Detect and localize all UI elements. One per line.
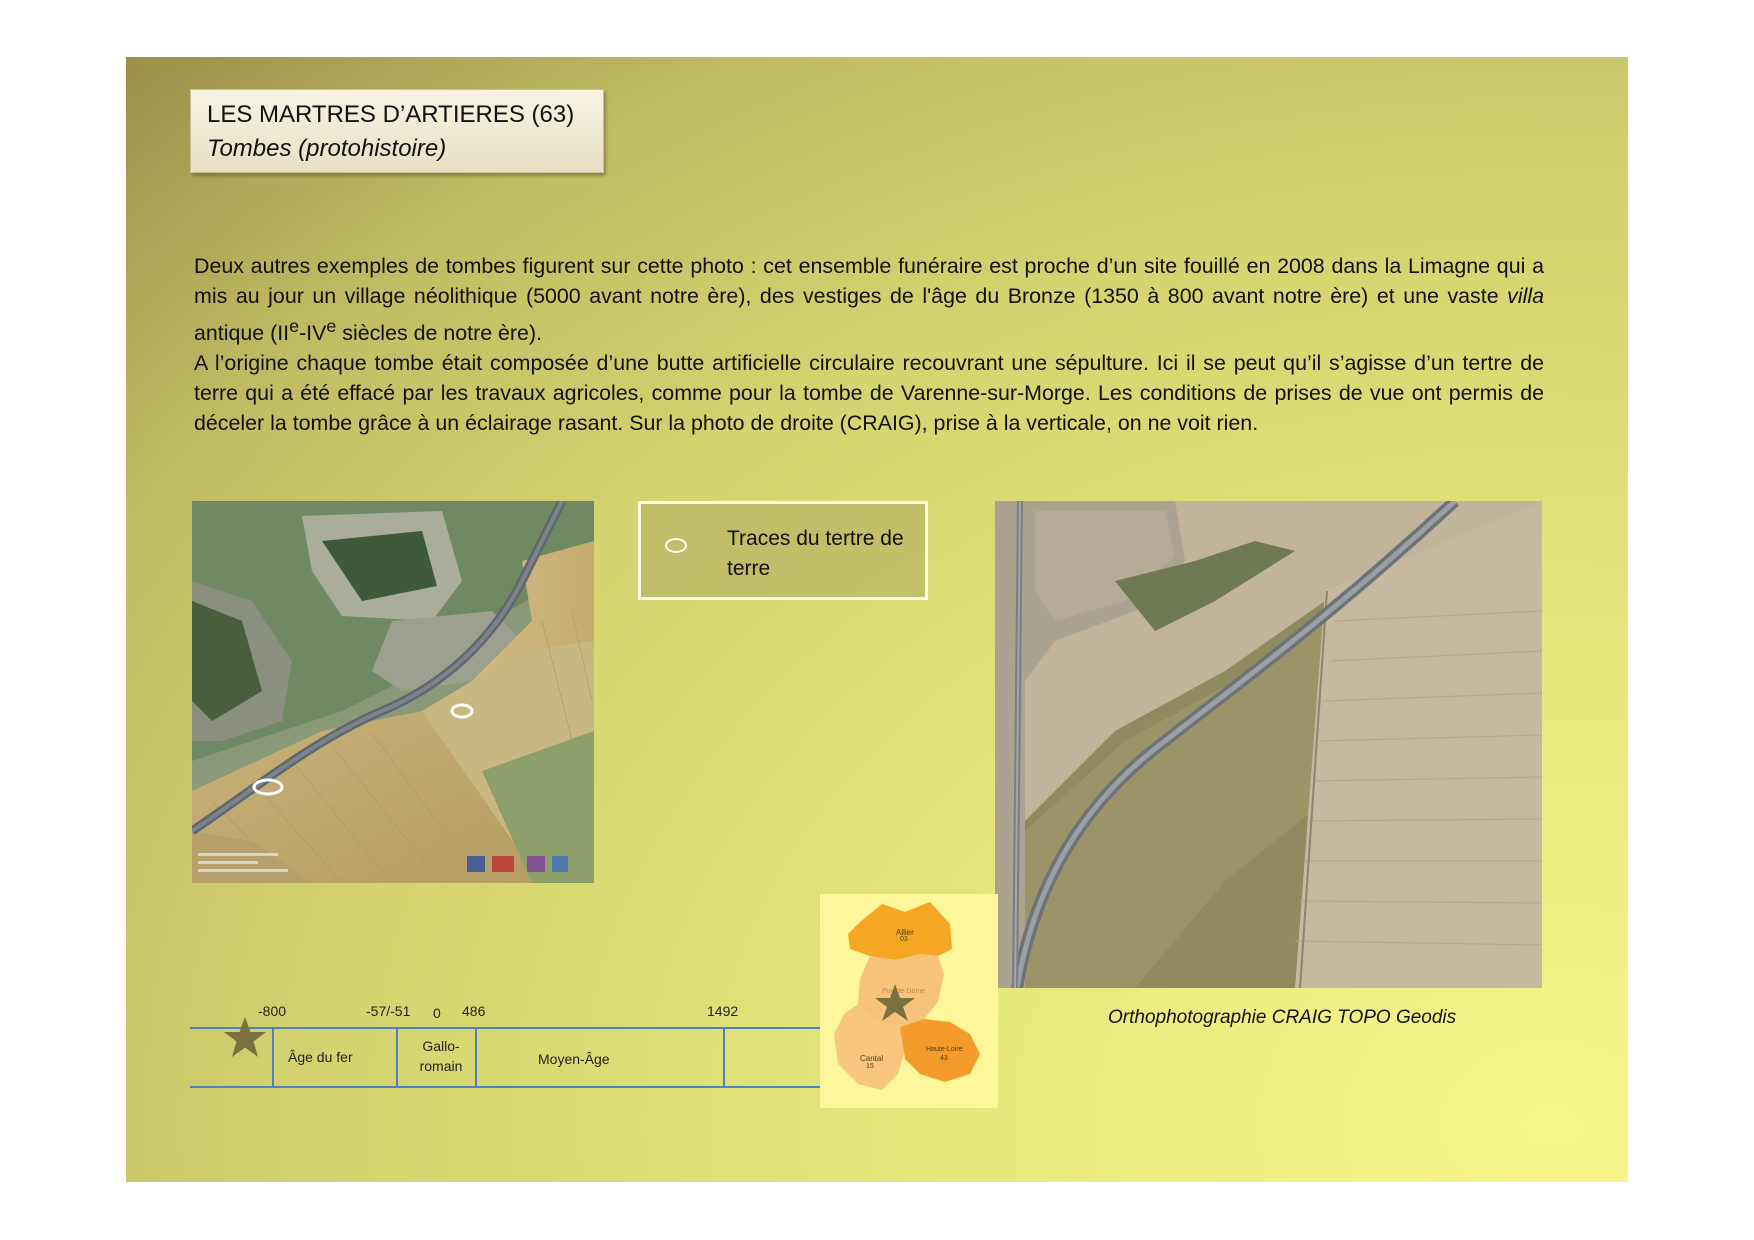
site-title: LES MARTRES D’ARTIERES (63) bbox=[207, 101, 575, 128]
legend-label: Traces du tertre de terre bbox=[727, 527, 904, 580]
date-minus-800: -800 bbox=[258, 1003, 287, 1019]
villa-word: villa bbox=[1507, 284, 1544, 308]
period-middle-ages: Moyen-Âge bbox=[538, 1051, 610, 1067]
paragraph-1 bbox=[194, 251, 1544, 348]
map-regions bbox=[820, 894, 998, 1108]
paragraph-2: A l’origine chaque tombe était composée d’une butte artificielle circulaire recouvrant une sépulture. Ici il se peut qu’il s’agisse d’un tertre de terre qui a été effacé par les travaux agricoles, comme pour la tombe de Varenne-sur-Morge. Les conditions de prises de vue ont permis de déceler la tombe grâce à un éclairage rasant. Sur la photo de droite (CRAIG), prise à la verticale, on ne voit rien. bbox=[194, 351, 1544, 436]
date-1492: 1492 bbox=[707, 1003, 739, 1019]
description-text bbox=[194, 251, 1544, 438]
paragraph-1-part-d: siècles de notre ère). bbox=[336, 321, 543, 346]
paragraph-1-part-a: Deux autres exemples de tombes figurent sur cette photo : cet ensemble funéraire est proche d’un site fouillé en 2008 dans la Limagne qui a mis au jour un village néolithique (5000 avant notre ère), des vestiges de l'âge du Bronze (1350 à 800 avant notre ère) et une vaste bbox=[194, 254, 1544, 308]
slide bbox=[126, 57, 1628, 1182]
map-label-cantal: Cantal bbox=[860, 1054, 884, 1063]
superscript-e2: e bbox=[326, 316, 337, 336]
legend-box bbox=[638, 501, 928, 600]
paragraph-1-part-b: antique (II bbox=[194, 321, 290, 346]
map-label-puy: Puy-de-Dôme bbox=[882, 988, 926, 995]
auvergne-map bbox=[820, 894, 998, 1108]
period-iron-age: Âge du fer bbox=[288, 1049, 353, 1065]
date-486: 486 bbox=[462, 1003, 486, 1019]
chronology-timeline bbox=[190, 937, 820, 1117]
map-label-cantal-num: 15 bbox=[866, 1063, 874, 1070]
map-label-allier-num: 03 bbox=[900, 936, 908, 943]
date-minus-57-51: -57/-51 bbox=[366, 1003, 411, 1019]
title-box bbox=[190, 89, 604, 173]
map-label-haute-loire-num: 43 bbox=[940, 1055, 948, 1062]
site-star-icon bbox=[224, 1017, 266, 1057]
site-subtitle: Tombes (protohistoire) bbox=[207, 135, 447, 162]
timeline-frame bbox=[190, 937, 820, 1117]
aerial-photo-oblique bbox=[192, 501, 594, 883]
gallo-line-1: Gallo- bbox=[422, 1038, 460, 1054]
superscript-e1: e bbox=[289, 316, 300, 336]
paragraph-1-part-c: -IV bbox=[299, 321, 327, 346]
map-label-allier: Allier bbox=[896, 928, 914, 937]
gallo-line-2: romain bbox=[419, 1058, 463, 1074]
period-gallo-roman bbox=[410, 1036, 472, 1076]
map-label-haute-loire: Haute-Loire bbox=[926, 1046, 963, 1053]
date-0: 0 bbox=[433, 1005, 441, 1021]
photo-credit: Orthophotographie CRAIG TOPO Geodis bbox=[1108, 1007, 1457, 1028]
tomb-trace-icon bbox=[665, 538, 687, 553]
orthophoto-vertical bbox=[995, 501, 1542, 988]
